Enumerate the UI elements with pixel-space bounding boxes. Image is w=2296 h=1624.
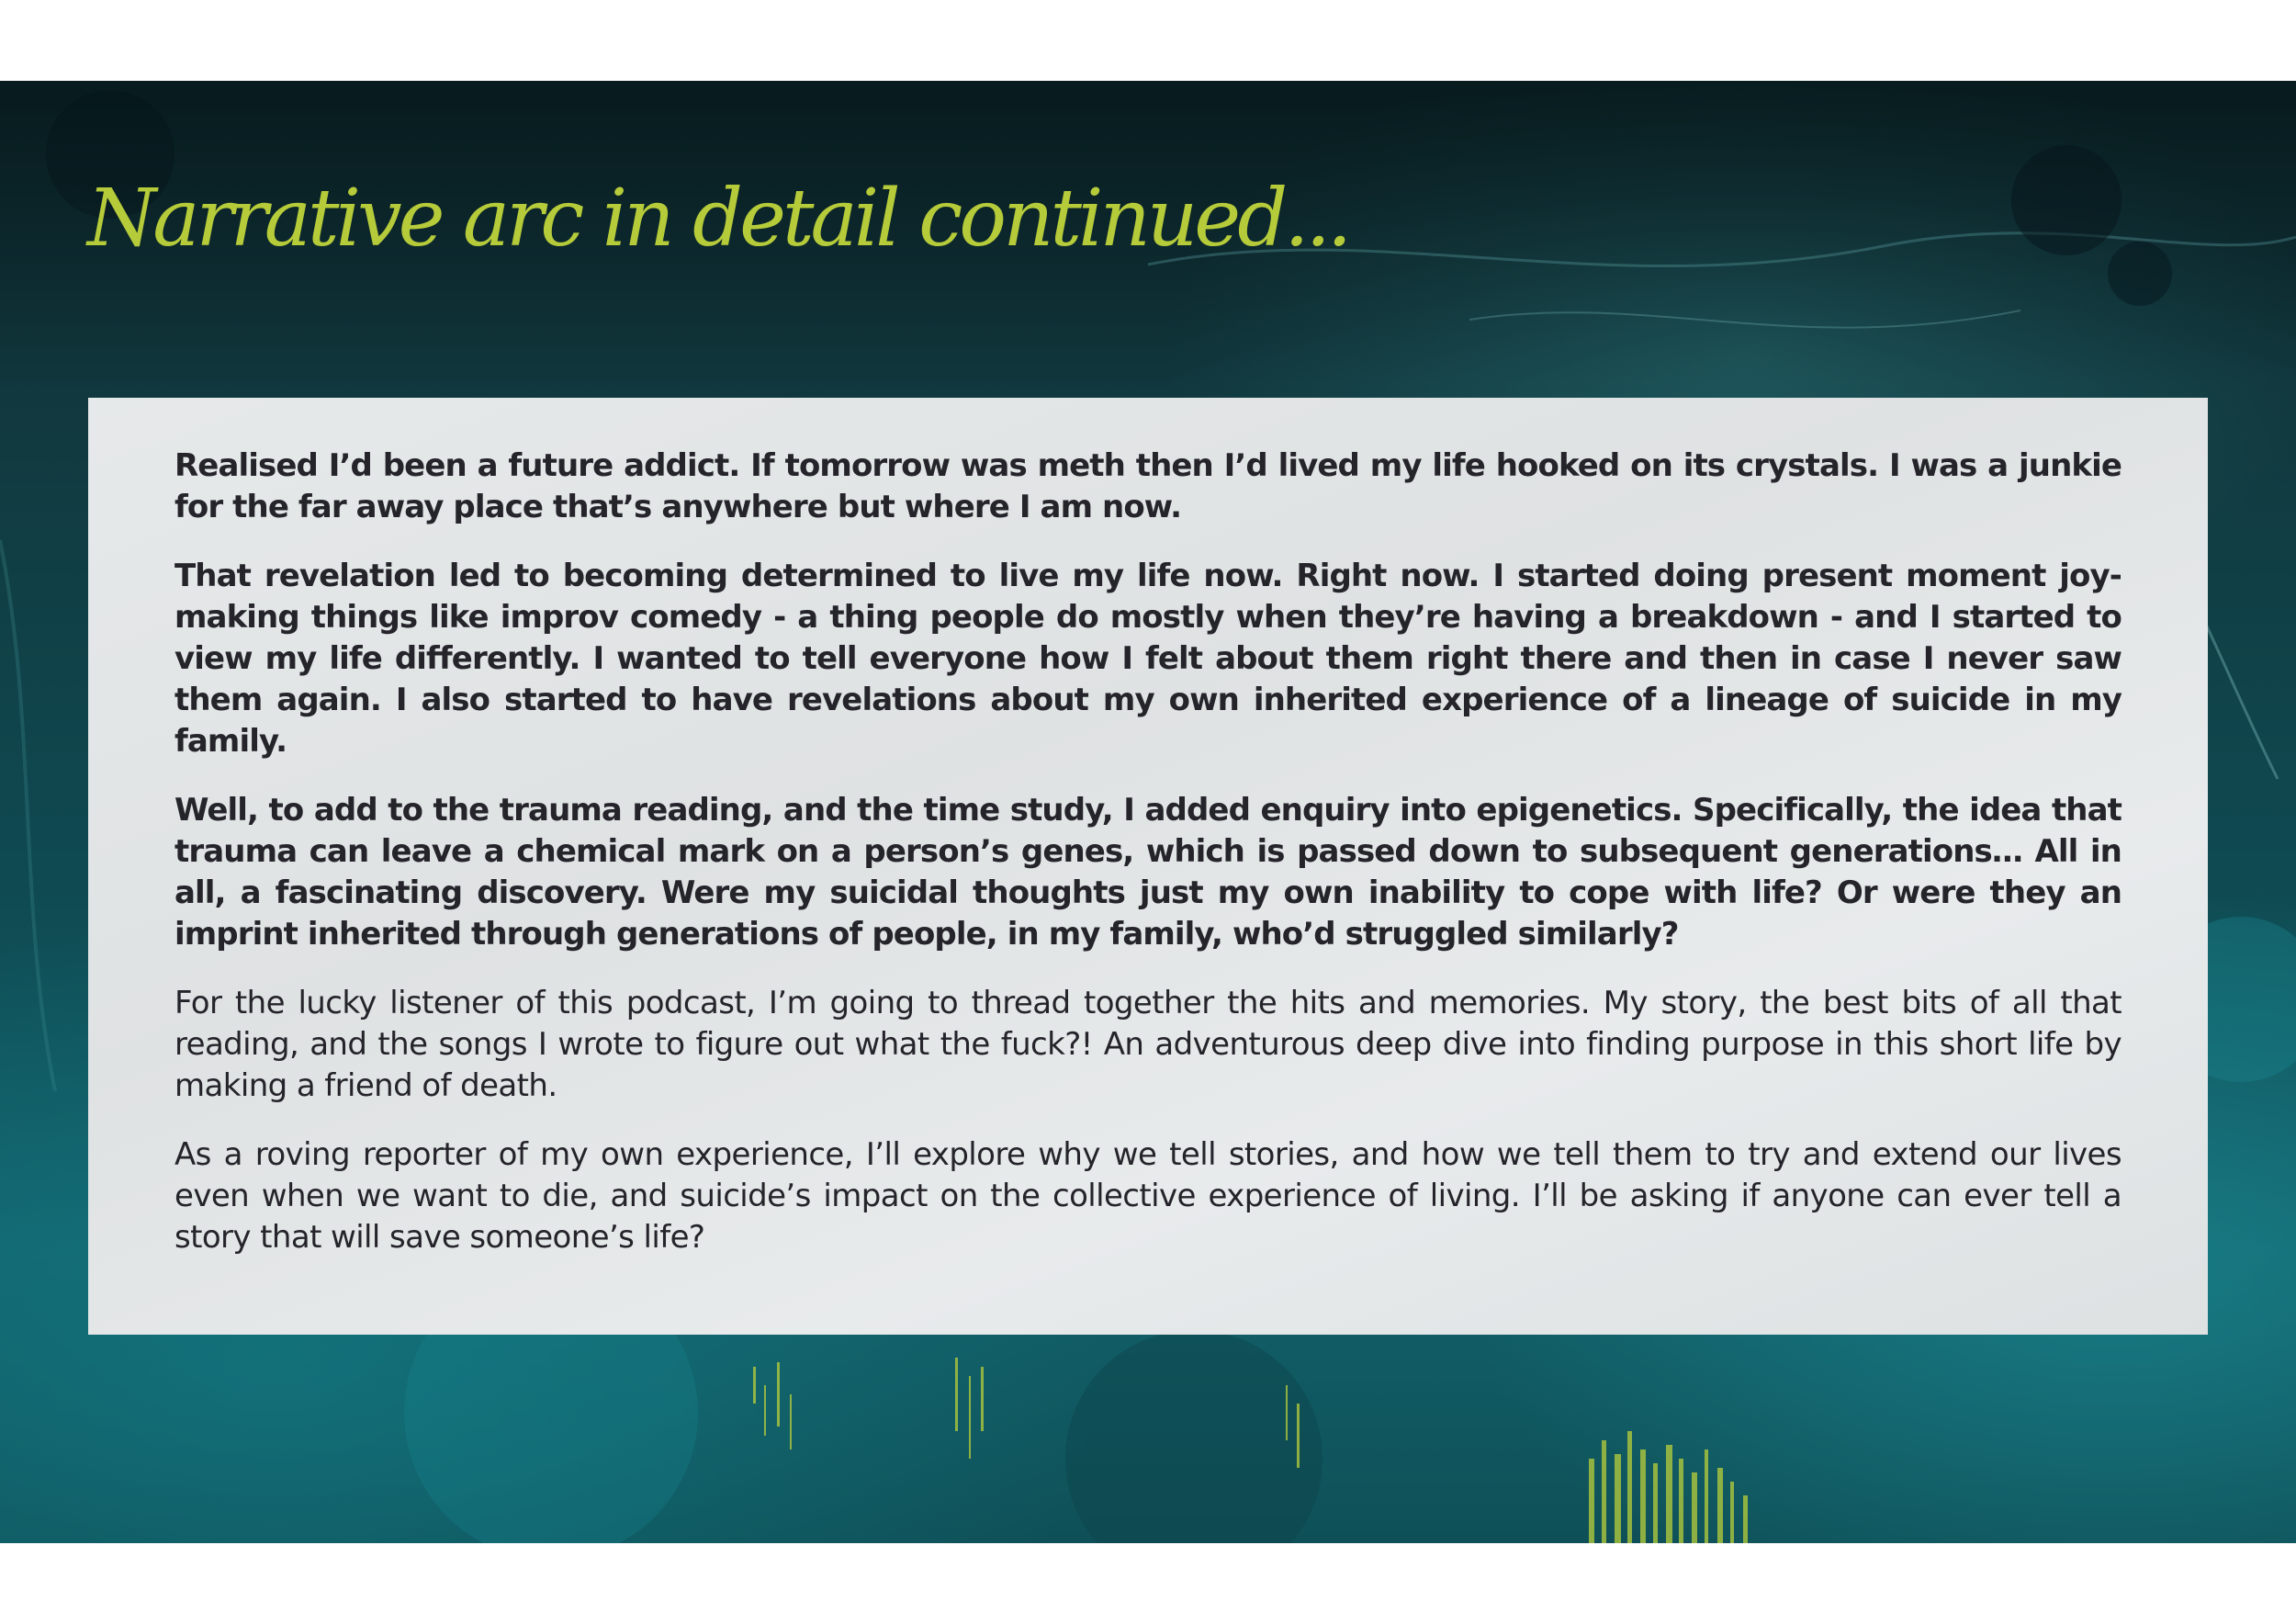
paragraph-podcast-listener: For the lucky listener of this podcast, I’m going to thread together the hits and memories. My story, the best bits of all that reading, and the songs I wrote to figure out what the fuck?! An adventurous deep dive into finding purpose in this short life by making a friend of death. <box>174 985 2122 1104</box>
paragraph-epigenetics: Well, to add to the trauma reading, and the time study, I added enquiry into epigenetics. Specifically, the idea that trauma can leave a chemical mark on a person’s genes, which is passed down to subsequent generations… All in all, a fascinating discovery. Were my suicidal thoughts just my own inability to cope with life? Or were they an imprint inherited through generations of people, in my family, who’d struggled similarly? <box>174 792 2122 953</box>
paragraph-roving-reporter: As a roving reporter of my own experience, I’ll explore why we tell stories, and how we tell them to try and extend our lives even when we want to die, and suicide’s impact on the collective experience of living. I’ll be asking if anyone can ever tell a story that will save someone’s life? <box>174 1136 2122 1256</box>
page-title: Narrative arc in detail continued... <box>87 173 1349 265</box>
paragraph-future-addict: Realised I’d been a future addict. If tomorrow was meth then I’d lived my life hooked on its crystals. I was a junkie for the far away place that’s anywhere but where I am now. <box>174 447 2122 525</box>
paragraph-revelation: That revelation led to becoming determined to live my life now. Right now. I started doing present moment joy-making things like improv comedy - a thing people do mostly when they’re having a breakdown - and I started to view my life differently. I wanted to tell everyone how I felt about them right there and then in case I never saw them again. I also started to have revelations about my own inherited experience of a lineage of suicide in my family. <box>174 558 2122 760</box>
slide-background <box>0 81 2296 1543</box>
text-panel <box>88 398 2208 1335</box>
